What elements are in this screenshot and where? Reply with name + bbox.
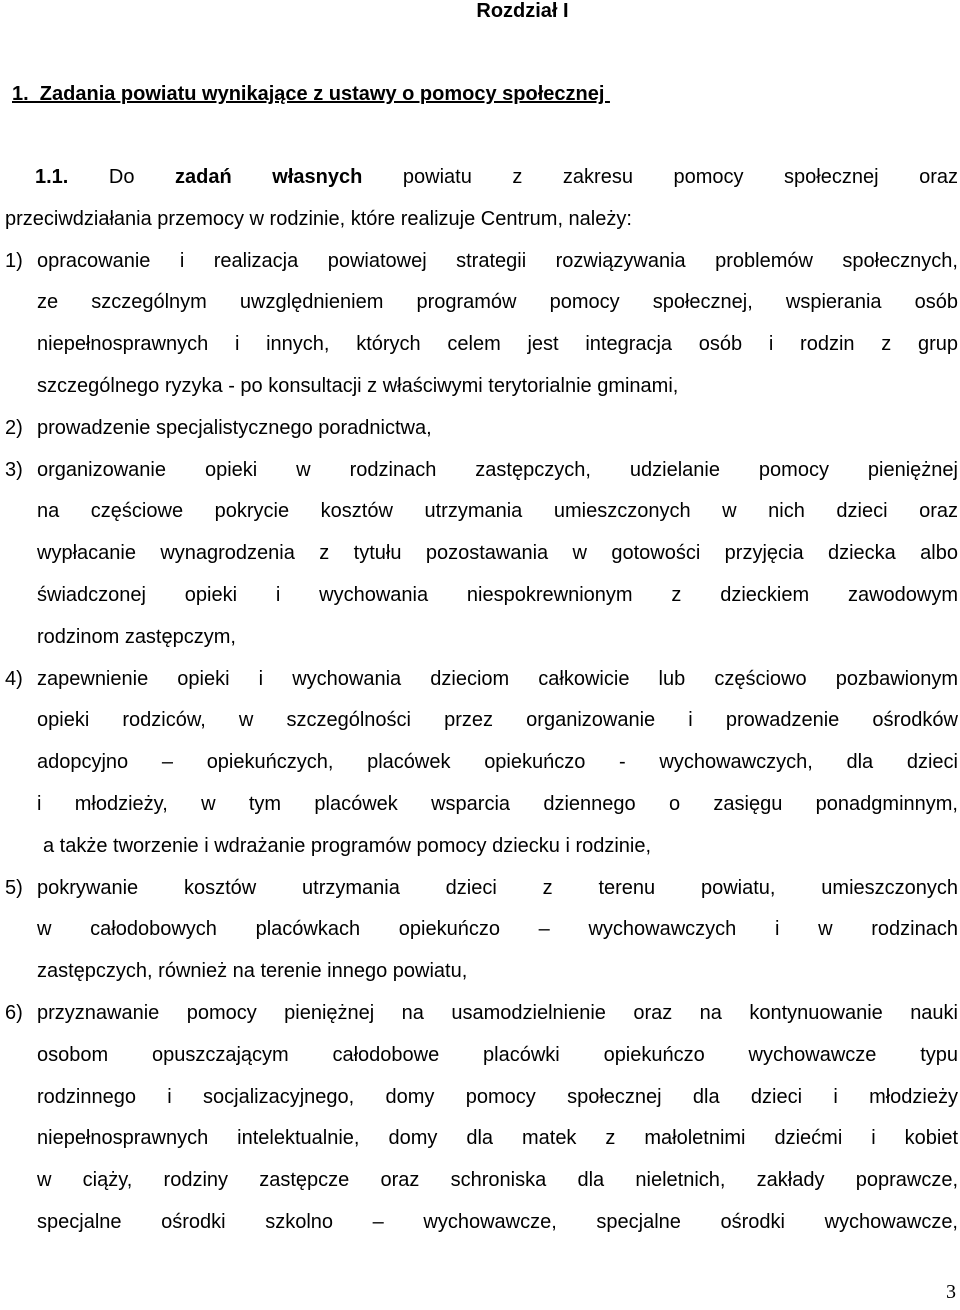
list-item-3-line-1 [5,455,958,497]
intro-line-1 [5,162,958,204]
list-item-5-line-1 [5,873,958,915]
list-item-1-line-1 [5,246,958,288]
section-heading: 1. Zadania powiatu wynikające z ustawy o pomocy społecznej [12,83,610,105]
list-item-3-text: organizowanie opieki w rodzinach zastępczych, udzielanie pomocy pieniężnej [37,458,958,481]
document-body [5,162,958,1249]
list-item-1-line-3: niepełnosprawnych i innych, których celem jest integracja osób i rodzin z grup [37,333,958,356]
list-item-1-text: opracowanie i realizacja powiatowej strategii rozwiązywania problemów społecznych, [37,249,958,272]
intro-text-end: powiatu z zakresu pomocy społecznej oraz [362,166,959,188]
chapter-title: Rozdział I [476,0,569,22]
intro-text-start: Do [108,166,176,188]
list-item-4-number: 4) [5,667,23,690]
list-item-1-line-4: szczególnego ryzyka - po konsultacji z właściwymi terytorialnie gminami, [37,374,679,397]
intro-line-2: przeciwdziałania przemocy w rodzinie, które realizuje Centrum, należy: [5,207,632,230]
list-item-4-text: zapewnienie opieki i wychowania dzieciom całkowicie lub częściowo pozbawionym [37,667,958,690]
intro-bold-words: zadań własnych [175,166,363,188]
list-item-6-line-4: niepełnosprawnych intelektualnie, domy dla matek z małoletnimi dziećmi i kobiet [37,1127,958,1150]
list-item-3-line-3: wypłacanie wynagrodzenia z tytułu pozostawania w gotowości przyjęcia dziecka albo [37,542,958,565]
intro-number: 1.1. [35,166,69,188]
list-item-5-number: 5) [5,876,23,899]
list-item-6-line-2: osobom opuszczającym całodobowe placówki opiekuńczo wychowawcze typu [37,1043,958,1066]
list-item-3-line-5: rodzinom zastępczym, [37,625,236,648]
list-item-4-line-1 [5,664,958,706]
list-item-6-line-6: specjalne ośrodki szkolno – wychowawcze, specjalne ośrodki wychowawcze, [37,1210,958,1233]
list-item-5-line-3: zastępczych, również na terenie innego powiatu, [37,960,468,983]
list-item-1-number: 1) [5,249,23,272]
list-item-2-text: prowadzenie specjalistycznego poradnictwa, [37,416,432,439]
list-item-4-line-5: a także tworzenie i wdrażanie programów pomocy dziecku i rodzinie, [43,834,652,857]
list-item-6-line-3: rodzinnego i socjalizacyjnego, domy pomocy społecznej dla dzieci i młodzieży [37,1085,958,1108]
list-item-6-number: 6) [5,1001,23,1024]
list-item-2-number: 2) [5,416,23,439]
list-item-4-line-4: i młodzieży, w tym placówek wsparcia dziennego o zasięgu ponadgminnym, [37,792,958,815]
list-item-4-line-2: opieki rodziców, w szczególności przez organizowanie i prowadzenie ośrodków [37,709,958,732]
list-item-1-line-2: ze szczególnym uwzględnieniem programów pomocy społecznej, wspierania osób [37,291,958,314]
page-number: 3 [946,1281,956,1303]
list-item-3-number: 3) [5,458,23,481]
list-item-6-line-1 [5,998,958,1040]
list-item-6-text: przyznawanie pomocy pieniężnej na usamodzielnienie oraz na kontynuowanie nauki [37,1001,958,1024]
list-item-2-line-1 [5,413,958,455]
list-item-3-line-4: świadczonej opieki i wychowania niespokrewnionym z dzieckiem zawodowym [37,583,958,606]
list-item-5-text: pokrywanie kosztów utrzymania dzieci z terenu powiatu, umieszczonych [37,876,958,899]
list-item-3-line-2: na częściowe pokrycie kosztów utrzymania umieszczonych w nich dzieci oraz [37,500,958,523]
list-item-4-line-3: adopcyjno – opiekuńczych, placówek opiekuńczo - wychowawczych, dla dzieci [37,751,958,774]
list-item-6-line-5: w ciąży, rodziny zastępcze oraz schroniska dla nieletnich, zakłady poprawcze, [37,1169,958,1192]
list-item-5-line-2: w całodobowych placówkach opiekuńczo – wychowawczych i w rodzinach [37,918,958,941]
